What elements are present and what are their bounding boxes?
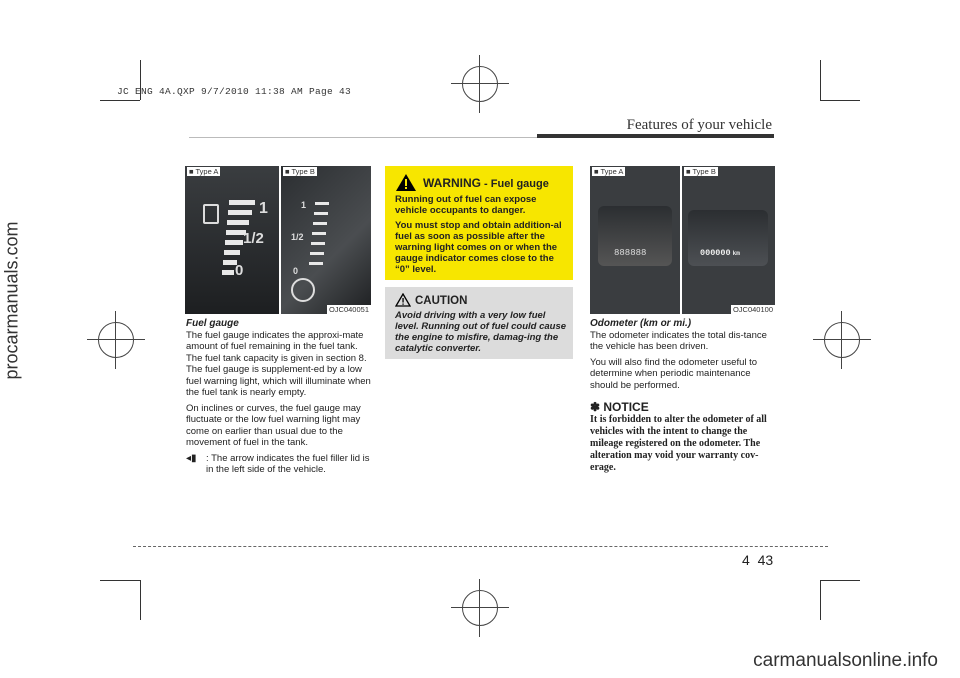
type-a-label: ■ Type A [189, 167, 219, 176]
registration-mark-icon [462, 66, 498, 102]
fuel-pump-icon [203, 204, 219, 224]
odometer-readout-a: 888888 [614, 248, 647, 258]
fuel-gauge-type-a [185, 166, 279, 314]
gauge-b-full: 1 [301, 200, 307, 210]
registration-mark-icon [824, 322, 860, 358]
registration-mark-icon [462, 590, 498, 626]
registration-mark-icon [98, 322, 134, 358]
odo-type-b-label: ■ Type B [686, 167, 716, 176]
odometer-type-b [682, 166, 775, 314]
fuel-gauge-type-b [281, 166, 371, 314]
odometer-type-a [590, 166, 680, 314]
bottom-watermark: carmanualsonline.info [753, 650, 938, 671]
side-watermark: procarmanuals.com [1, 221, 22, 380]
page-number: 4 43 [742, 552, 774, 568]
caution-body: Avoid driving with a very low fuel level. Running out of fuel could cause the engine to misfire, damag-ing the catalytic converter. [395, 310, 567, 354]
caution-title: CAUTION [415, 295, 468, 307]
notice-title: ✽ NOTICE [590, 400, 649, 414]
warning-body: Running out of fuel can expose vehicle occupants to danger. You must stop and obtain addition-al fuel as soon as possible after the warning light comes on or when the gauge indicator comes close to the “0” level. [395, 194, 562, 275]
crop-mark [820, 60, 821, 100]
warning-triangle-icon [395, 173, 417, 192]
odometer-display-a [598, 206, 672, 266]
crop-mark [140, 580, 141, 620]
gauge-b-half: 1/2 [291, 232, 304, 242]
odometer-paragraph-1: The odometer indicates the total dis-tance the vehicle has been driven. [590, 329, 767, 352]
odometer-section [590, 318, 776, 395]
crop-mark [820, 100, 860, 101]
odometer-readout-b: 000000 km [700, 248, 740, 258]
warning-title: WARNING - Fuel gauge [423, 176, 549, 190]
fuel-gauge-paragraph-2: On inclines or curves, the fuel gauge may fluctuate or the low fuel warning light may come on earlier than usual due to the movement of fuel in the tank. [186, 402, 361, 448]
gauge-a-empty: 0 [235, 262, 244, 279]
fuel-gauge-section [186, 318, 374, 476]
figure-code: OJC040100 [732, 305, 773, 314]
odometer-paragraph-2: You will also find the odometer useful to determine when periodic maintenance should be performed. [590, 356, 758, 391]
gauge-b-empty: 0 [293, 266, 299, 276]
notice-body: It is forbidden to alter the odometer of all vehicles with the intent to change the mileage registered on the odometer. The alteration may void your warranty cov-erage. [590, 414, 767, 473]
page-header-title: Features of your vehicle [626, 117, 772, 133]
fuel-gauge-heading: Fuel gauge [186, 318, 239, 329]
fuel-gauge-figure [185, 166, 371, 314]
footer-rule [133, 546, 828, 547]
crop-mark [820, 580, 860, 581]
type-b-label: ■ Type B [285, 167, 315, 176]
crop-mark [100, 580, 140, 581]
gauge-a-half: 1/2 [243, 230, 264, 247]
crop-mark [820, 580, 821, 620]
gauge-a-full: 1 [259, 200, 268, 217]
fuel-filler-note: : The arrow indicates the fuel filler lid is in the left side of the vehicle. [206, 452, 370, 475]
caution-triangle-icon [395, 293, 411, 307]
warning-box [385, 166, 573, 280]
print-slug: JC ENG 4A.QXP 9/7/2010 11:38 AM Page 43 [117, 86, 352, 97]
odometer-display-b [688, 210, 768, 266]
fuel-pump-icon [291, 278, 315, 302]
fuel-gauge-paragraph-1: The fuel gauge indicates the approxi-mate amount of fuel remaining in the fuel tank. The fuel tank capacity is given in section 8. The fuel gauge is supplement-ed by a low fuel warning light, which will illuminate when the fuel tank is nearly empty. [186, 329, 371, 398]
odometer-figure [590, 166, 775, 314]
crop-mark [100, 100, 140, 101]
odometer-heading: Odometer (km or mi.) [590, 318, 692, 329]
caution-box [385, 287, 573, 359]
fuel-filler-arrow-icon: ◂▮ [186, 452, 197, 464]
odo-type-a-label: ■ Type A [594, 167, 624, 176]
header-rule [537, 134, 774, 138]
figure-code: OJC040051 [328, 305, 369, 314]
